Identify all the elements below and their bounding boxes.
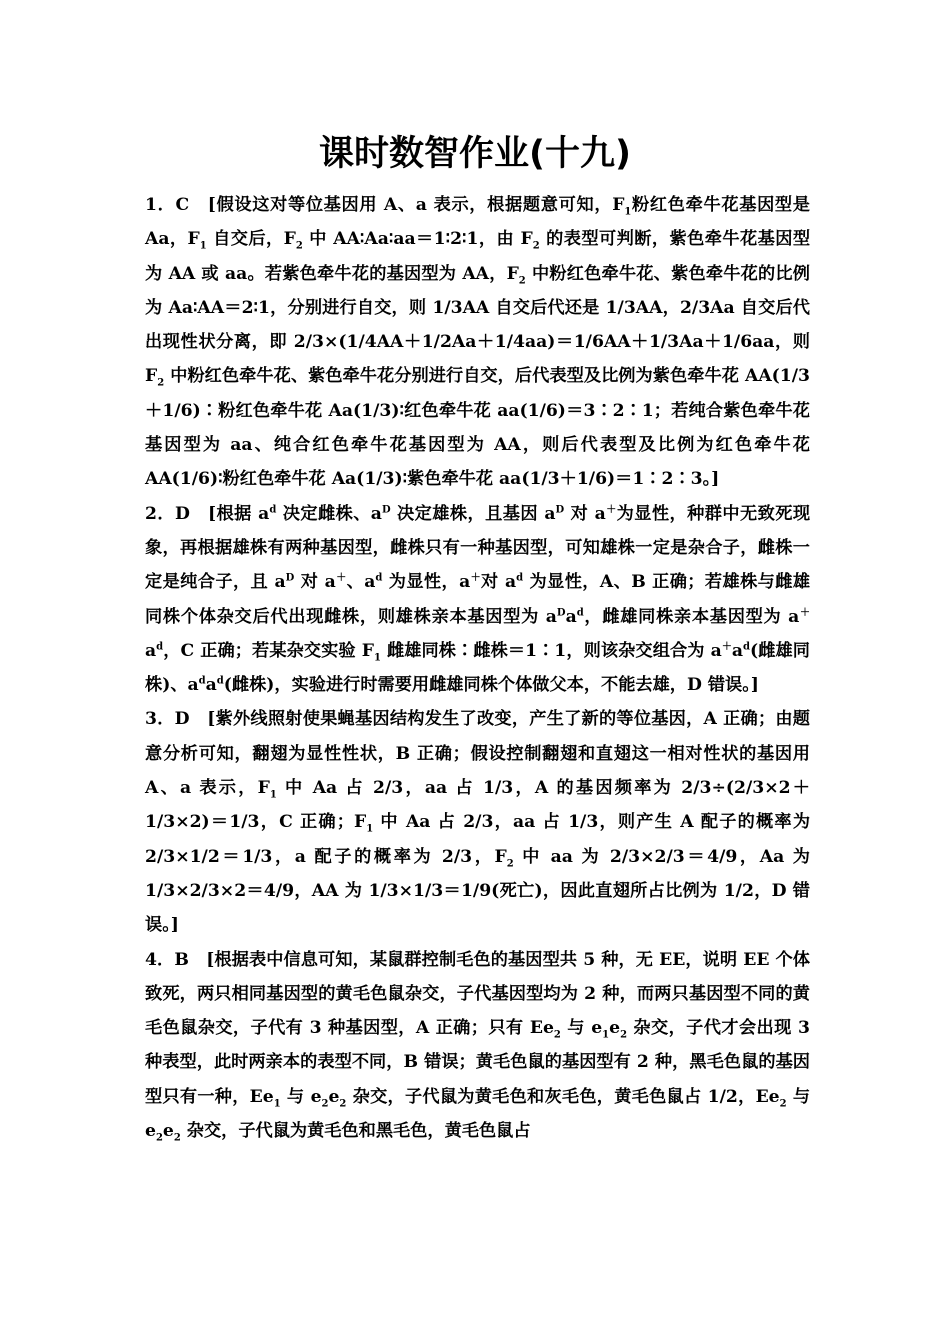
answer-paragraph-1: 1．C [假设这对等位基因用 A、a 表示，根据题意可知，$F_1$粉红色牵牛花基因型是 Aa，$F_1$ 自交后，$F_2$ 中 AA∶Aa∶aa＝1∶2∶1，由 $F_2$ 的表型可判断，紫色牵牛花基因型为 AA 或 aa。若紫色牵牛花的基因型为 AA，$F_2$ 中粉红色牵牛花、紫色牵牛花的比例为 Aa∶AA＝2∶1，分别进行自交，则 1/3AA 自交后代还是 1/3AA，2/3Aa 自交后代出现性状分离，即 2/3×(1/4AA＋1/2Aa＋1/4aa)＝1/6AA＋1/3Aa＋1/6aa，则 $F_2$ 中粉红色牵牛花、紫色牵牛花分别进行自交，后代表型及比例为紫色牵牛花 AA(1/3＋1/6)∶粉红色牵牛花 Aa(1/3)∶红色牵牛花 aa(1/6)＝3∶2∶1；若纯合紫色牵牛花基因型为 aa、纯合红色牵牛花基因型为 AA，则后代表型及比例为红色牵牛花 AA(1/6)∶粉红色牵牛花 Aa(1/3)∶紫色牵牛花 aa(1/3＋1/6)＝1∶2∶3。] — [145, 195, 811, 490]
answer-content — [145, 188, 810, 1148]
answer-paragraph-2: 2．D [根据 $a^d$ 决定雌株、$a^D$ 决定雄株，且基因 $a^D$ 对 a＋为显性，种群中无致死现象，再根据雄株有两种基因型，雌株只有一种基因型，可知雄株一定是杂合子，雌株一定是纯合子，且 $a^D$ 对 a＋、$a^d$ 为显性，a＋对 $a^d$ 为显性，A、B 正确；若雄株与雌雄同株个体杂交后代出现雌株，则雄株亲本基因型为 $a^Da^d$，雌雄同株亲本基因型为 $a^+a^d$，C 正确；若某杂交实验 $F_1$ 雌雄同株∶雌株＝1∶1，则该杂交组合为 $a^+a^d$(雌雄同株)、$a^da^d$(雌株)，实验进行时需要用雌雄同株个体做父本，不能去雄，D 错误。] — [145, 503, 811, 696]
answer-paragraph-3: 3．D [紫外线照射使果蝇基因结构发生了改变，产生了新的等位基因，A 正确；由题意分析可知，翻翅为显性性状，B 正确；假设控制翻翅和直翅这一相对性状的基因用 A、a 表示，$F_1$ 中 Aa 占 2/3，aa 占 1/3，A 的基因频率为 2/3÷(2/3×2＋1/3×2)＝1/3，C 正确；$F_1$ 中 Aa 占 2/3，aa 占 1/3，则产生 A 配子的概率为 2/3×1/2＝1/3，a 配子的概率为 2/3，$F_2$ 中 aa 为 2/3×2/3＝4/9，Aa 为 1/3×2/3×2＝4/9，AA 为 1/3×1/3＝1/9(死亡)，因此直翅所占比例为 1/2，D 错误。] — [145, 709, 811, 936]
answer-paragraph-4: 4．B [根据表中信息可知，某鼠群控制毛色的基因型共 5 种，无 EE，说明 EE 个体致死，两只相同基因型的黄毛色鼠杂交，子代基因型均为 2 种，而两只基因型不同的黄毛色鼠杂交，子代有 3 种基因型，A 正确；只有 $Ee_2$ 与 $e_1e_2$ 杂交，子代才会出现 3 种表型，此时两亲本的表型不同，B 错误；黄毛色鼠的基因型有 2 种，黑毛色鼠的基因型只有一种，$Ee_1$ 与 $e_2e_2$ 杂交，子代鼠为黄毛色和灰毛色，黄毛色鼠占 1/2，$Ee_2$ 与 $e_2e_2$ 杂交，子代鼠为黄毛色和黑毛色，黄毛色鼠占 — [145, 949, 811, 1144]
page-title: 课时数智作业(十九) — [319, 134, 631, 174]
